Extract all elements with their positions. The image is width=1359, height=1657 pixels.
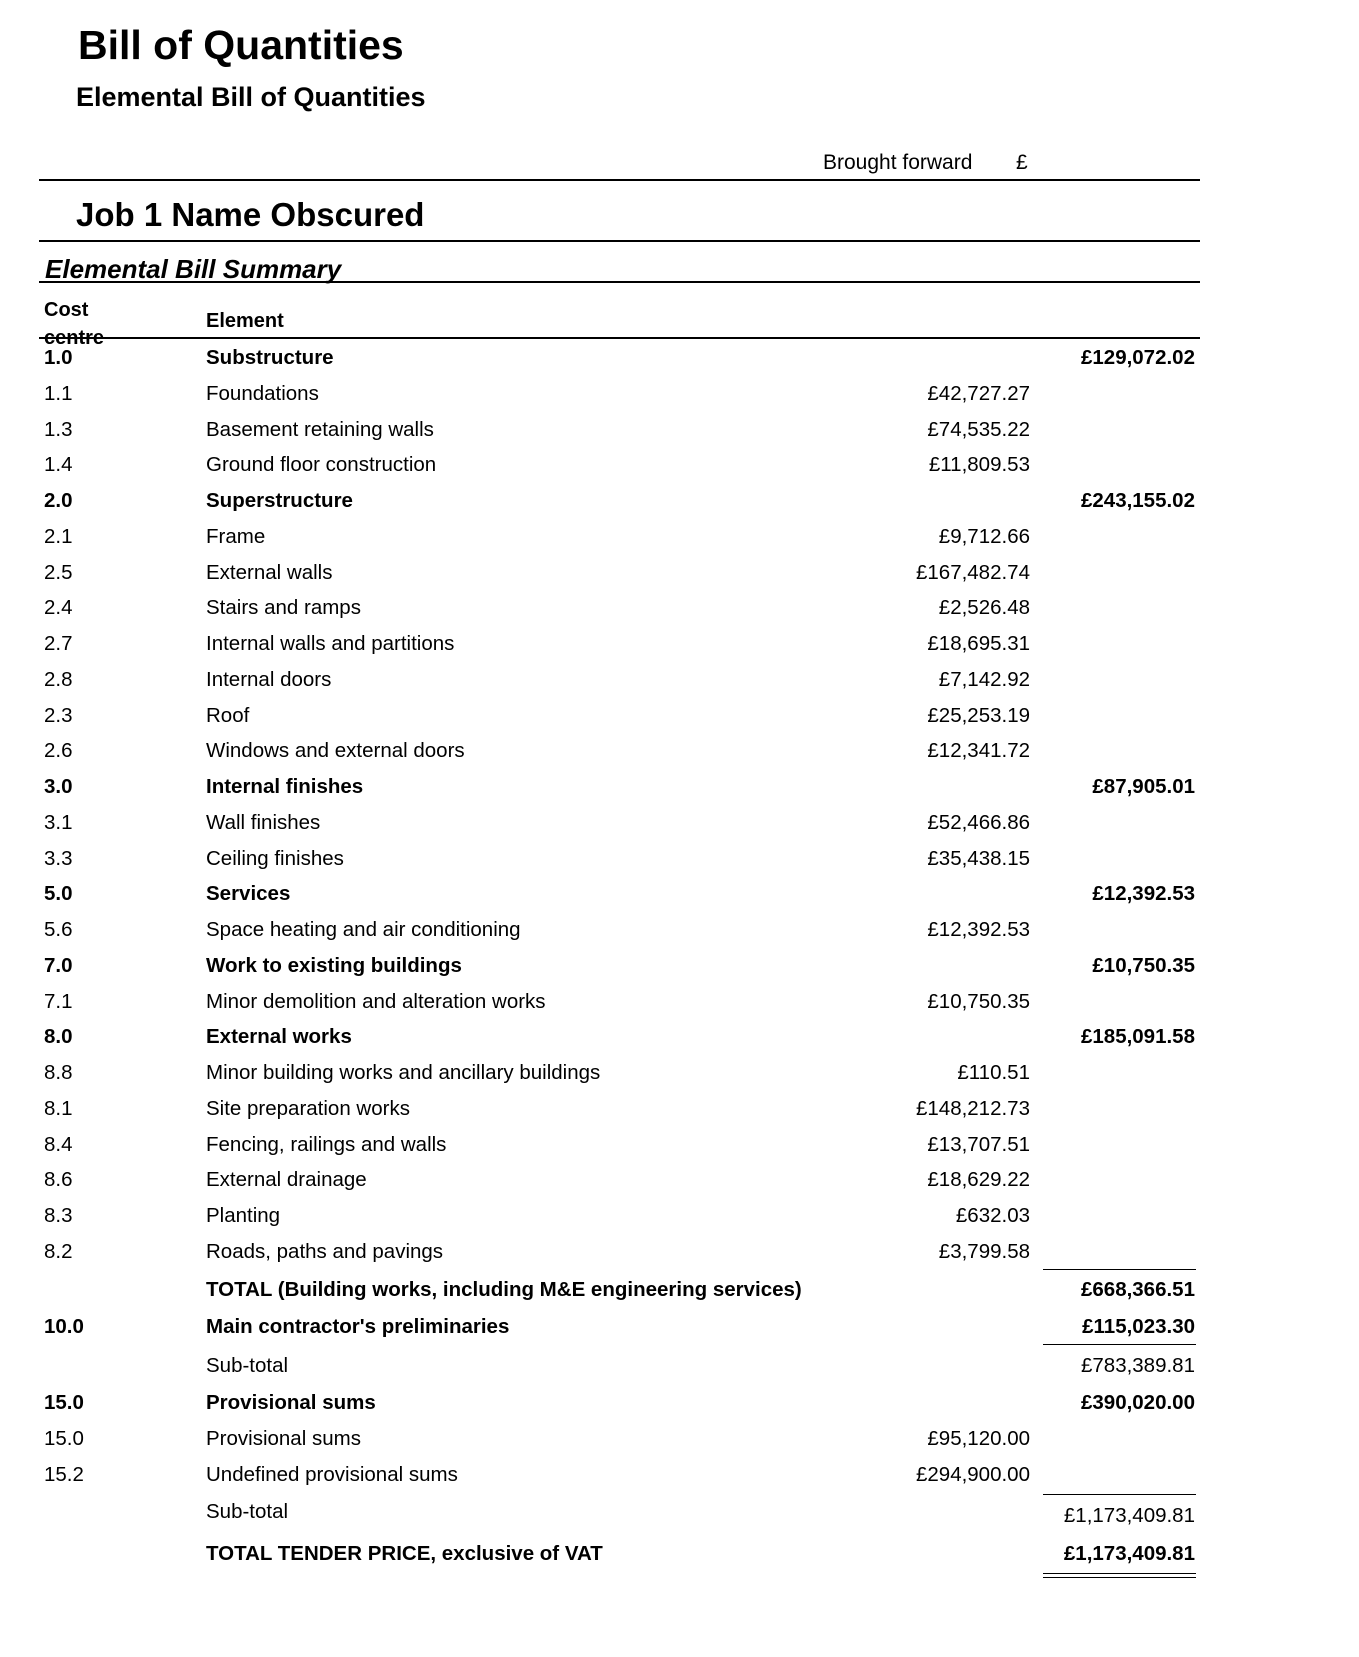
cost-centre-code: 3.1 [44,810,73,834]
provisional-item-row [0,1461,1359,1489]
element-name: Minor demolition and alteration works [206,989,546,1013]
element-row [0,1238,1359,1266]
element-amount: £110.51 [957,1061,1030,1084]
element-amount: £35,438.15 [927,846,1030,870]
prelims-row [0,1313,1359,1341]
subtotal2-value: £1,173,409.81 [1063,1504,1195,1527]
element-name: Internal walls and partitions [206,632,455,655]
element-group-total: £185,091.58 [1080,1025,1195,1049]
prelims-value: £115,023.30 [1082,1315,1195,1338]
element-name: External walls [206,560,333,584]
element-group-total: £129,072.02 [1080,346,1195,369]
element-row [0,523,1359,551]
tender-total-label: TOTAL TENDER PRICE, exclusive of VAT [206,1542,603,1565]
element-name: Wall finishes [206,810,321,834]
element-amount: £167,482.74 [915,560,1030,584]
cost-centre-code: 5.0 [44,882,73,906]
subtotal1-label: Sub-total [206,1354,289,1377]
element-row [0,1095,1359,1123]
element-name: Basement retaining walls [206,417,434,441]
element-name: Site preparation works [206,1096,410,1120]
element-name: Windows and external doors [206,739,465,763]
element-name: Stairs and ramps [206,596,361,620]
header-cost-centre: Cost centre [44,299,105,349]
element-amount: £632.03 [955,1204,1030,1227]
element-name: Roads, paths and pavings [206,1239,444,1263]
provisional-item-label: Provisional sums [206,1427,361,1450]
job-title: Job 1 Name Obscured [76,196,425,233]
element-name: Internal doors [206,667,332,691]
element-name: Frame [206,524,266,548]
total-building-works-label: TOTAL (Building works, including M&E engineering services) [206,1278,802,1301]
cost-centre-code: 2.1 [44,524,73,548]
provisional-item-label: Undefined provisional sums [206,1463,458,1486]
element-name: Space heating and air conditioning [206,918,521,941]
prelims-cost-centre: 10.0 [44,1315,84,1338]
provisional-item-cost-centre: 15.0 [44,1427,84,1450]
prelims-label: Main contractor's preliminaries [206,1315,510,1338]
element-name: Fencing, railings and walls [206,1132,447,1156]
element-row [0,594,1359,622]
divider-header [39,337,1200,339]
total-building-works-value: £668,366.51 [1080,1278,1195,1301]
provisional-label: Provisional sums [206,1391,376,1414]
subtotal1-value: £783,389.81 [1080,1354,1195,1377]
cost-centre-code: 5.6 [44,918,73,941]
element-name: Roof [206,703,250,727]
document-title: Bill of Quantities [78,22,404,68]
cost-centre-code: 2.0 [44,489,73,512]
cost-centre-code: 7.1 [44,989,73,1013]
cost-centre-code: 8.8 [44,1061,73,1084]
cost-centre-code: 2.4 [44,596,73,620]
element-group-total: £12,392.53 [1092,882,1195,906]
element-row [0,1202,1359,1230]
cost-centre-code: 8.1 [44,1096,73,1120]
element-name: Services [206,882,291,906]
element-amount: £2,526.48 [938,596,1030,620]
element-row [0,845,1359,873]
element-amount: £12,341.72 [927,739,1030,763]
provisional-item-row [0,1425,1359,1453]
element-row [0,809,1359,837]
element-group-total: £243,155.02 [1080,489,1195,512]
element-row [0,702,1359,730]
element-name: Ceiling finishes [206,846,344,870]
element-group-row [0,487,1359,515]
element-name: Foundations [206,381,319,405]
element-name: Ground floor construction [206,453,437,477]
divider-top [39,179,1200,181]
provisional-item-amount: £294,900.00 [915,1463,1030,1486]
element-name: Minor building works and ancillary buildings [206,1061,601,1084]
subtotal1-row [0,1352,1359,1380]
element-row [0,559,1359,587]
element-row [0,737,1359,765]
provisional-cost-centre: 15.0 [44,1391,84,1414]
element-name: Substructure [206,346,334,369]
cost-centre-code: 3.0 [44,775,73,798]
element-group-row [0,952,1359,980]
element-amount: £74,535.22 [927,417,1030,441]
element-amount: £10,750.35 [927,989,1030,1013]
element-group-row [0,773,1359,801]
element-name: External drainage [206,1168,367,1192]
cost-centre-code: 8.4 [44,1132,73,1156]
element-row [0,451,1359,479]
element-amount: £25,253.19 [927,703,1030,727]
element-name: Planting [206,1204,281,1227]
provisional-item-cost-centre: 15.2 [44,1463,84,1486]
divider-summary [39,281,1200,283]
divider-job [39,240,1200,242]
document-subtitle: Elemental Bill of Quantities [76,82,426,112]
element-name: External works [206,1025,352,1049]
element-amount: £18,695.31 [927,632,1030,655]
cost-centre-code: 1.4 [44,453,73,477]
total-building-works-row [0,1276,1359,1304]
element-name: Internal finishes [206,775,364,798]
element-row [0,1166,1359,1194]
element-group-row [0,880,1359,908]
cost-centre-code: 1.0 [44,346,73,369]
cost-centre-code: 8.6 [44,1168,73,1192]
element-row [0,380,1359,408]
subtotal2-label: Sub-total [206,1500,289,1523]
element-group-total: £10,750.35 [1092,953,1195,977]
element-amount: £12,392.53 [927,918,1030,941]
element-group-row [0,344,1359,372]
provisional-item-amount: £95,120.00 [927,1427,1030,1450]
double-rule [1043,1573,1196,1578]
element-amount: £11,809.53 [928,453,1030,477]
element-row [0,988,1359,1016]
cost-centre-code: 8.2 [44,1239,73,1263]
cost-centre-code: 2.3 [44,703,73,727]
element-amount: £18,629.22 [927,1168,1030,1192]
cost-centre-code: 8.3 [44,1204,73,1227]
element-amount: £3,799.58 [938,1239,1030,1263]
provisional-row [0,1389,1359,1417]
cost-centre-code: 2.6 [44,739,73,763]
element-row [0,416,1359,444]
provisional-value: £390,020.00 [1080,1391,1195,1414]
element-name: Superstructure [206,489,353,512]
element-amount: £13,707.51 [927,1132,1030,1156]
element-row [0,916,1359,944]
subtotal2-row [0,1498,1359,1526]
element-row [0,666,1359,694]
element-amount: £52,466.86 [927,810,1030,834]
element-amount: £7,142.92 [938,667,1030,691]
element-amount: £42,727.27 [927,381,1030,405]
element-group-row [0,1023,1359,1051]
element-row [0,630,1359,658]
cost-centre-code: 7.0 [44,953,73,977]
summary-title: Elemental Bill Summary [45,254,342,284]
subtotal2-rule [1043,1494,1196,1495]
total-rule [1043,1269,1196,1270]
brought-forward-label: Brought forward [823,151,973,174]
element-row [0,1131,1359,1159]
tender-total-value: £1,173,409.81 [1063,1542,1195,1565]
tender-total-row [0,1540,1359,1568]
element-group-total: £87,905.01 [1092,775,1195,798]
cost-centre-code: 1.3 [44,417,73,441]
cost-centre-code: 2.7 [44,632,73,655]
element-amount: £9,712.66 [938,524,1030,548]
element-name: Work to existing buildings [206,953,462,977]
element-row [0,1059,1359,1087]
cost-centre-code: 8.0 [44,1025,73,1049]
brought-forward-currency: £ [1016,151,1028,174]
cost-centre-code: 2.5 [44,560,73,584]
cost-centre-code: 3.3 [44,846,73,870]
header-element: Element [206,310,284,332]
subtotal1-rule [1043,1344,1196,1345]
cost-centre-code: 1.1 [44,381,73,405]
cost-centre-code: 2.8 [44,667,73,691]
element-amount: £148,212.73 [915,1096,1030,1120]
